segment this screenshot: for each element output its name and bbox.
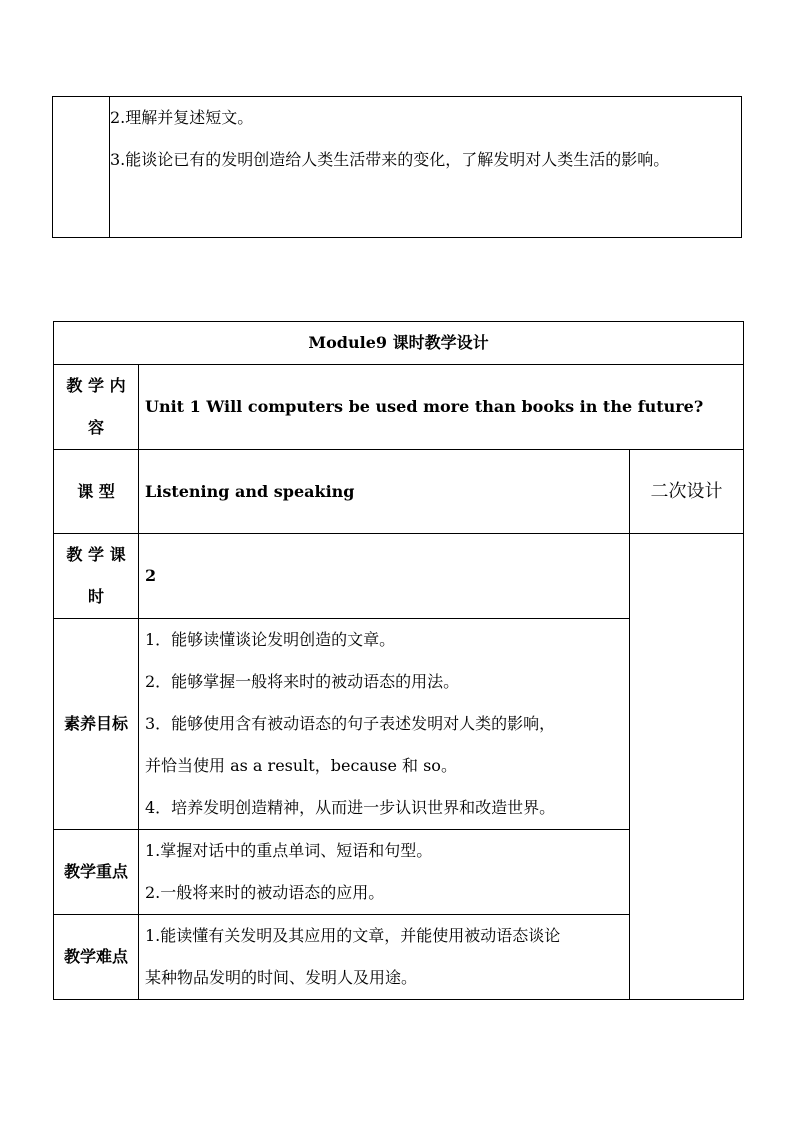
goal-line: 2．能够掌握一般将来时的被动语态的用法。: [145, 672, 460, 691]
goal-line: 4．培养发明创造精神，从而进一步认识世界和改造世界。: [145, 798, 556, 817]
lesson-design-table: [53, 321, 744, 1000]
key-points-label: 教学重点: [54, 830, 139, 915]
period-label: 教 学 课 时: [54, 534, 139, 619]
content-label: 教 学 内 容: [54, 365, 139, 450]
difficult-point-line: 1.能读懂有关发明及其应用的文章，并能使用被动语态谈论: [145, 926, 561, 945]
type-label: 课 型: [54, 450, 139, 534]
objective-line-3: 3.能谈论已有的发明创造给人类生活带来的变化，了解发明对人类生活的影响。: [110, 150, 670, 169]
objective-line-2: 2.理解并复述短文。: [110, 108, 254, 127]
key-points-cell: [139, 830, 630, 915]
type-value: Listening and speaking: [139, 450, 630, 534]
period-value: 2: [139, 534, 630, 619]
goal-line: 并恰当使用 as a result，because 和 so。: [145, 756, 457, 775]
second-design-cell: [630, 534, 744, 1000]
goal-line: 1．能够读懂谈论发明创造的文章。: [145, 630, 396, 649]
second-design-header: 二次设计: [630, 450, 744, 534]
difficult-points-label: 教学难点: [54, 915, 139, 1000]
difficult-points-cell: [139, 915, 630, 1000]
objectives-table: [52, 96, 742, 238]
objectives-text-cell: [110, 97, 742, 238]
goals-cell: [139, 619, 630, 830]
table-title: Module9 课时教学设计: [54, 322, 744, 365]
key-point-line: 2.一般将来时的被动语态的应用。: [145, 883, 385, 902]
difficult-point-line: 某种物品发明的时间、发明人及用途。: [145, 968, 418, 987]
content-value: Unit 1 Will computers be used more than books in the future?: [139, 365, 744, 450]
key-point-line: 1.掌握对话中的重点单词、短语和句型。: [145, 841, 433, 860]
objectives-left-cell: [53, 97, 110, 238]
goals-label: 素养目标: [54, 619, 139, 830]
goal-line: 3．能够使用含有被动语态的句子表述发明对人类的影响，: [145, 714, 556, 733]
